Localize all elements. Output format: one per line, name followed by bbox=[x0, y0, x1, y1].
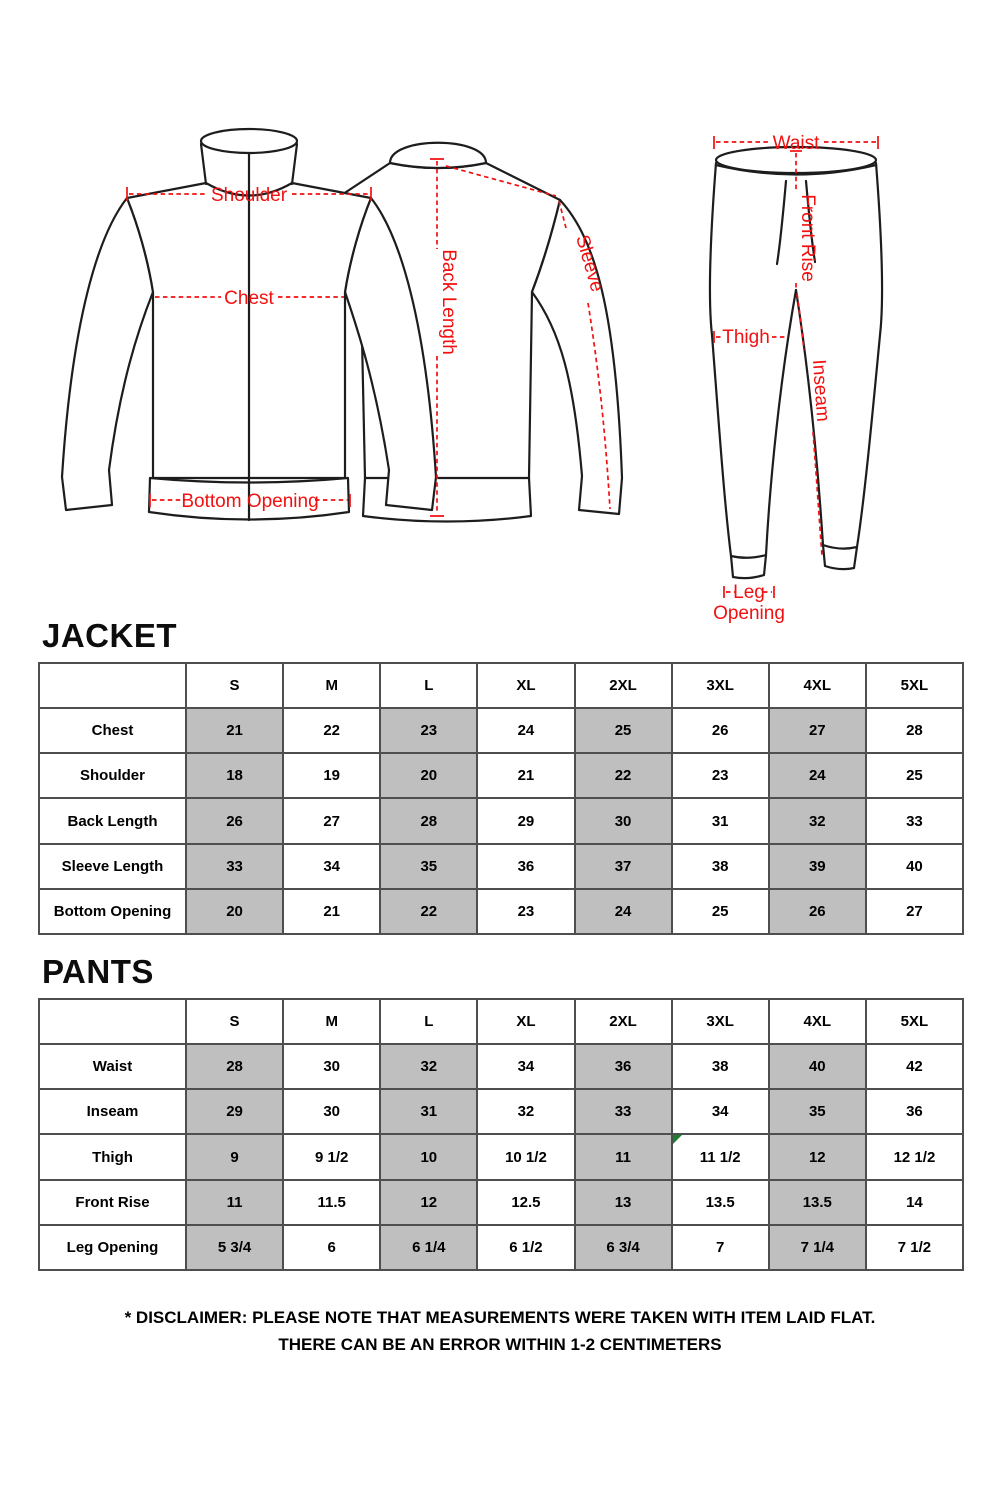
value-cell: 21 bbox=[477, 753, 574, 798]
value-cell: 21 bbox=[283, 889, 380, 934]
value-cell: 26 bbox=[769, 889, 866, 934]
value-cell: 36 bbox=[575, 1044, 672, 1089]
inseam-label: Inseam bbox=[807, 358, 834, 423]
size-header-3xl: 3XL bbox=[672, 999, 769, 1044]
value-cell: 34 bbox=[672, 1089, 769, 1134]
row-label-cell: Chest bbox=[39, 708, 186, 753]
shoulder-label: Shoulder bbox=[210, 185, 288, 206]
row-label-cell: Thigh bbox=[39, 1134, 186, 1179]
pants-right-cuff bbox=[823, 545, 857, 569]
value-cell: 25 bbox=[575, 708, 672, 753]
table-row bbox=[39, 798, 963, 843]
cell-comment-marker bbox=[673, 1135, 682, 1144]
disclaimer-line-1: * DISCLAIMER: PLEASE NOTE THAT MEASUREMENTS WERE TAKEN WITH ITEM LAID FLAT. bbox=[124, 1308, 876, 1327]
row-label-cell: Back Length bbox=[39, 798, 186, 843]
value-cell: 6 bbox=[283, 1225, 380, 1270]
value-cell: 7 1/2 bbox=[866, 1225, 963, 1270]
table-row bbox=[39, 1225, 963, 1270]
size-header-2xl: 2XL bbox=[575, 663, 672, 708]
disclaimer bbox=[0, 1304, 1000, 1358]
row-label-cell: Shoulder bbox=[39, 753, 186, 798]
value-cell: 29 bbox=[477, 798, 574, 843]
value-cell: 30 bbox=[283, 1089, 380, 1134]
size-header-l: L bbox=[380, 663, 477, 708]
value-cell: 11 bbox=[575, 1134, 672, 1179]
row-label-cell: Front Rise bbox=[39, 1180, 186, 1225]
value-cell: 26 bbox=[672, 708, 769, 753]
bottom-opening-label: Bottom Opening bbox=[181, 491, 319, 512]
value-cell: 23 bbox=[380, 708, 477, 753]
table-row bbox=[39, 1089, 963, 1134]
value-cell: 40 bbox=[769, 1044, 866, 1089]
value-cell: 38 bbox=[672, 1044, 769, 1089]
value-cell: 25 bbox=[866, 753, 963, 798]
value-cell: 23 bbox=[672, 753, 769, 798]
value-cell: 42 bbox=[866, 1044, 963, 1089]
row-label-cell: Leg Opening bbox=[39, 1225, 186, 1270]
value-cell: 22 bbox=[283, 708, 380, 753]
value-cell: 28 bbox=[186, 1044, 283, 1089]
value-cell: 35 bbox=[380, 844, 477, 889]
leg-opening-label-line2: Opening bbox=[713, 603, 785, 624]
size-header-5xl: 5XL bbox=[866, 999, 963, 1044]
value-cell: 34 bbox=[283, 844, 380, 889]
value-cell: 11 bbox=[186, 1180, 283, 1225]
value-cell: 12 bbox=[380, 1180, 477, 1225]
value-cell: 6 1/4 bbox=[380, 1225, 477, 1270]
value-cell: 33 bbox=[575, 1089, 672, 1134]
value-cell: 33 bbox=[866, 798, 963, 843]
value-cell: 18 bbox=[186, 753, 283, 798]
row-label-cell: Sleeve Length bbox=[39, 844, 186, 889]
back-length-label: Back Length bbox=[438, 249, 459, 355]
value-cell: 30 bbox=[283, 1044, 380, 1089]
value-cell: 22 bbox=[575, 753, 672, 798]
chest-label: Chest bbox=[224, 288, 274, 309]
value-cell: 27 bbox=[866, 889, 963, 934]
row-label-cell: Waist bbox=[39, 1044, 186, 1089]
waist-label: Waist bbox=[772, 133, 820, 154]
value-cell: 12 bbox=[769, 1134, 866, 1179]
value-cell: 6 3/4 bbox=[575, 1225, 672, 1270]
table-row bbox=[39, 844, 963, 889]
value-cell: 21 bbox=[186, 708, 283, 753]
value-cell: 36 bbox=[866, 1089, 963, 1134]
value-cell: 13.5 bbox=[672, 1180, 769, 1225]
row-label-cell: Inseam bbox=[39, 1089, 186, 1134]
value-cell: 27 bbox=[283, 798, 380, 843]
value-cell: 9 bbox=[186, 1134, 283, 1179]
corner-cell bbox=[39, 999, 186, 1044]
value-cell: 12.5 bbox=[477, 1180, 574, 1225]
value-cell: 11 1/2 bbox=[672, 1134, 769, 1179]
row-label-cell: Bottom Opening bbox=[39, 889, 186, 934]
table-row bbox=[39, 1134, 963, 1179]
value-cell: 36 bbox=[477, 844, 574, 889]
value-cell: 28 bbox=[866, 708, 963, 753]
jacket-front-collar bbox=[201, 129, 297, 153]
value-cell: 24 bbox=[769, 753, 866, 798]
value-cell: 26 bbox=[186, 798, 283, 843]
value-cell: 39 bbox=[769, 844, 866, 889]
value-cell: 32 bbox=[769, 798, 866, 843]
corner-cell bbox=[39, 663, 186, 708]
value-cell: 5 3/4 bbox=[186, 1225, 283, 1270]
value-cell: 7 1/4 bbox=[769, 1225, 866, 1270]
jacket-size-table bbox=[38, 662, 964, 935]
size-header-2xl: 2XL bbox=[575, 999, 672, 1044]
value-cell: 9 1/2 bbox=[283, 1134, 380, 1179]
value-cell: 20 bbox=[186, 889, 283, 934]
size-header-xl: XL bbox=[477, 663, 574, 708]
size-header-4xl: 4XL bbox=[769, 999, 866, 1044]
table-row bbox=[39, 708, 963, 753]
size-header-xl: XL bbox=[477, 999, 574, 1044]
value-cell: 6 1/2 bbox=[477, 1225, 574, 1270]
value-cell: 37 bbox=[575, 844, 672, 889]
table-row bbox=[39, 1180, 963, 1225]
value-cell: 24 bbox=[477, 708, 574, 753]
value-cell: 29 bbox=[186, 1089, 283, 1134]
value-cell: 27 bbox=[769, 708, 866, 753]
pants-drawing bbox=[710, 147, 882, 578]
value-cell: 23 bbox=[477, 889, 574, 934]
value-cell: 19 bbox=[283, 753, 380, 798]
size-header-m: M bbox=[283, 663, 380, 708]
table-row bbox=[39, 1044, 963, 1089]
front-rise-label: Front Rise bbox=[797, 194, 818, 282]
pants-size-table bbox=[38, 998, 964, 1271]
size-header-s: S bbox=[186, 663, 283, 708]
value-cell: 20 bbox=[380, 753, 477, 798]
size-header-m: M bbox=[283, 999, 380, 1044]
value-cell: 32 bbox=[380, 1044, 477, 1089]
size-header-4xl: 4XL bbox=[769, 663, 866, 708]
measurement-diagram bbox=[0, 0, 1000, 632]
header-row bbox=[39, 663, 963, 708]
table-row bbox=[39, 753, 963, 798]
value-cell: 22 bbox=[380, 889, 477, 934]
value-cell: 13 bbox=[575, 1180, 672, 1225]
value-cell: 33 bbox=[186, 844, 283, 889]
jacket-front-left-sleeve bbox=[62, 198, 153, 510]
sleeve-label: Sleeve bbox=[571, 232, 608, 295]
leg-opening-label-line1: Leg bbox=[733, 582, 765, 603]
value-cell: 7 bbox=[672, 1225, 769, 1270]
disclaimer-line-2: THERE CAN BE AN ERROR WITHIN 1-2 CENTIMETERS bbox=[278, 1335, 722, 1354]
value-cell: 25 bbox=[672, 889, 769, 934]
value-cell: 10 1/2 bbox=[477, 1134, 574, 1179]
value-cell: 40 bbox=[866, 844, 963, 889]
header-row bbox=[39, 999, 963, 1044]
jacket-back-collar bbox=[390, 143, 486, 168]
value-cell: 35 bbox=[769, 1089, 866, 1134]
pants-heading: PANTS bbox=[42, 953, 154, 990]
value-cell: 31 bbox=[380, 1089, 477, 1134]
value-cell: 10 bbox=[380, 1134, 477, 1179]
value-cell: 34 bbox=[477, 1044, 574, 1089]
value-cell: 38 bbox=[672, 844, 769, 889]
value-cell: 12 1/2 bbox=[866, 1134, 963, 1179]
size-header-3xl: 3XL bbox=[672, 663, 769, 708]
value-cell: 31 bbox=[672, 798, 769, 843]
size-header-5xl: 5XL bbox=[866, 663, 963, 708]
size-header-l: L bbox=[380, 999, 477, 1044]
inseam-dash-line bbox=[797, 294, 822, 556]
value-cell: 13.5 bbox=[769, 1180, 866, 1225]
value-cell: 28 bbox=[380, 798, 477, 843]
thigh-label: Thigh bbox=[722, 327, 770, 348]
size-header-s: S bbox=[186, 999, 283, 1044]
table-row bbox=[39, 889, 963, 934]
value-cell: 30 bbox=[575, 798, 672, 843]
value-cell: 11.5 bbox=[283, 1180, 380, 1225]
value-cell: 14 bbox=[866, 1180, 963, 1225]
value-cell: 24 bbox=[575, 889, 672, 934]
pants-left-cuff bbox=[731, 555, 766, 578]
value-cell: 32 bbox=[477, 1089, 574, 1134]
jacket-heading: JACKET bbox=[42, 617, 178, 654]
